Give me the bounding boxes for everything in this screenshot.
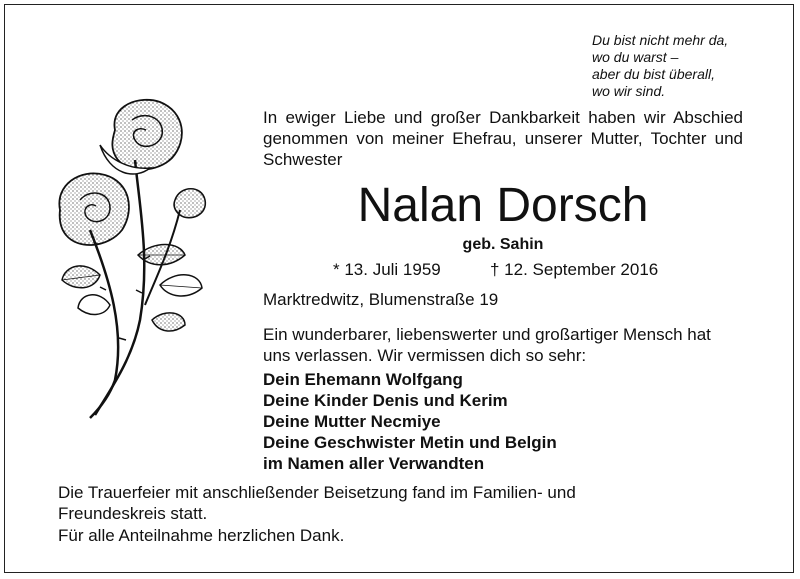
address: Marktredwitz, Blumenstraße 19	[263, 290, 499, 309]
quote-line: wo wir sind.	[592, 83, 666, 99]
memorial-message: Ein wunderbarer, liebenswerter und großartiger Mensch hat uns verlassen. Wir vermissen dich so sehr:	[263, 325, 711, 365]
maiden-name: geb. Sahin	[462, 236, 544, 253]
thanks-note: Für alle Anteilnahme herzlichen Dank.	[58, 526, 345, 545]
quote-line: aber du bist überall,	[592, 66, 715, 82]
birth-date: * 13. Juli 1959	[333, 260, 441, 279]
intro-text: In ewiger Liebe und großer Dankbarkeit haben wir Abschied genommen von meiner Ehefrau, unserer Mutter, Tochter und Schwester	[263, 108, 743, 169]
deceased-name: Nalan Dorsch	[357, 179, 649, 232]
mourner-line: Deine Kinder Denis und Kerim	[263, 391, 508, 410]
mourners-list	[263, 369, 557, 474]
ceremony-note: Die Trauerfeier mit anschließender Beisetzung fand im Familien- und Freundeskreis statt.	[58, 483, 576, 523]
memorial-quote	[592, 32, 782, 100]
mourner-line: Deine Mutter Necmiye	[263, 412, 441, 431]
mourner-line: Dein Ehemann Wolfgang	[263, 370, 463, 389]
mourner-line: Deine Geschwister Metin und Belgin	[263, 433, 557, 452]
mourner-line: im Namen aller Verwandten	[263, 454, 485, 473]
quote-line: wo du warst –	[592, 49, 679, 65]
rose-illustration-icon	[40, 90, 230, 420]
quote-line: Du bist nicht mehr da,	[592, 32, 729, 48]
death-date: † 12. September 2016	[490, 260, 659, 279]
